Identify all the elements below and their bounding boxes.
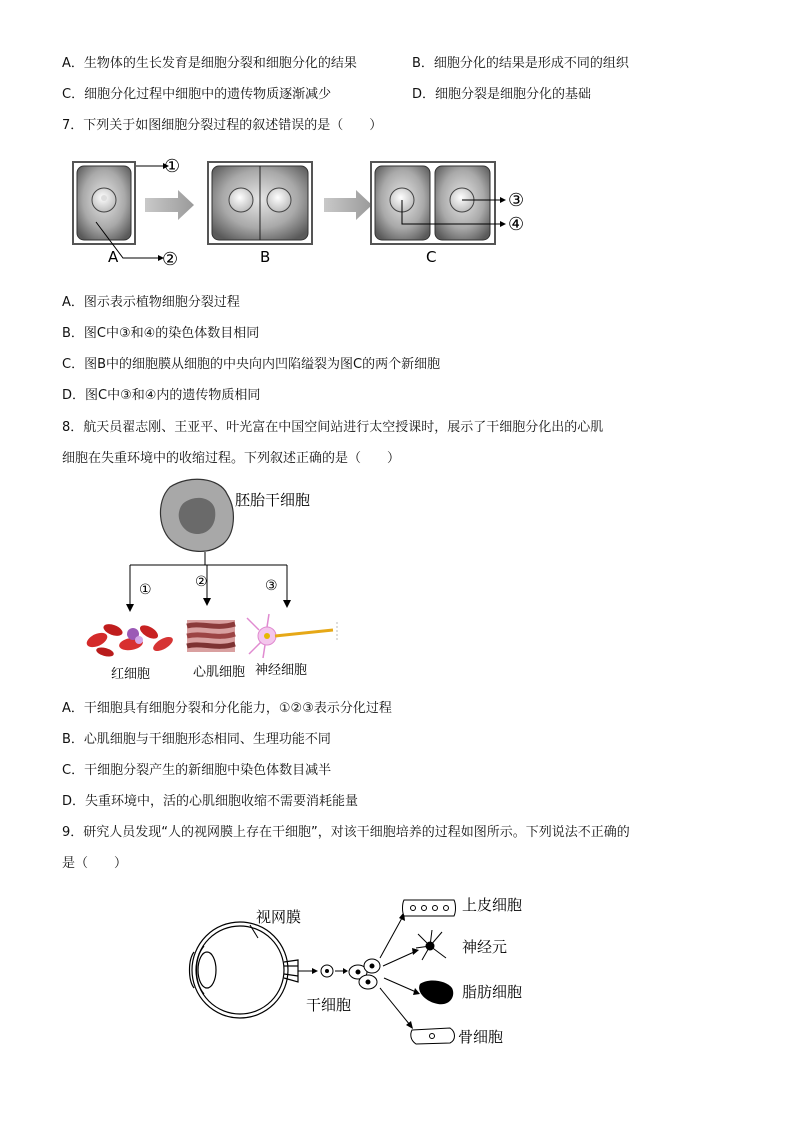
- neuron-image: [247, 614, 337, 658]
- q6-option-b: B．细胞分化的结果是形成不同的组织: [412, 56, 629, 71]
- q8-option-d: D．失重环境中，活的心肌细胞收缩不需要消耗能量: [62, 794, 359, 809]
- q7-option-c: C．图B中的细胞膜从细胞的中央向内凹陷缢裂为图C的两个新细胞: [62, 357, 441, 372]
- pointer-label-3: ③: [508, 190, 525, 211]
- target-label-bone: 骨细胞: [458, 1028, 504, 1046]
- cell-c-label: C: [426, 248, 437, 266]
- q9-stem-line-2: 是（ ）: [62, 856, 128, 871]
- q6-option-d: D．细胞分裂是细胞分化的基础: [412, 87, 592, 102]
- cell-division-figure: [60, 148, 550, 276]
- stem-cell-label-q9: 干细胞: [306, 996, 352, 1014]
- cell-a: [73, 162, 135, 244]
- target-label-fat: 脂肪细胞: [462, 983, 523, 1001]
- q6-option-a: A．生物体的生长发育是细胞分裂和细胞分化的结果: [62, 56, 357, 71]
- cardiac-muscle-cells-image: [187, 620, 235, 652]
- target-label-red-blood-cell: 红细胞: [111, 667, 151, 682]
- red-blood-cells-image: [84, 622, 175, 658]
- neuron-q9-image: [416, 930, 446, 960]
- q9-stem-line-1: 9．研究人员发现“人的视网膜上存在干细胞”，对该干细胞培养的过程如图所示。下列说法不正确的: [62, 825, 630, 840]
- cell-c: [371, 162, 495, 244]
- target-label-epithelial: 上皮细胞: [462, 896, 523, 914]
- target-label-neuron: 神经细胞: [255, 663, 308, 678]
- q7-option-b: B．图C中③和④的染色体数目相同: [62, 326, 260, 341]
- cell-b-label: B: [260, 248, 271, 266]
- q6-option-c: C．细胞分化过程中细胞中的遗传物质逐渐减少: [62, 87, 332, 102]
- stem-cell-label: 胚胎干细胞: [235, 491, 311, 509]
- arrow-b-to-c: [324, 190, 372, 220]
- stem-cell-cluster: [349, 959, 380, 989]
- eye-diagram: [190, 922, 299, 1018]
- branch-label-1: ①: [139, 582, 152, 598]
- branch-label-2: ②: [195, 574, 208, 590]
- target-label-neuron-q9: 神经元: [462, 938, 508, 956]
- pointer-label-2: ②: [162, 249, 179, 270]
- q7-stem: 7．下列关于如图细胞分裂过程的叙述错误的是（ ）: [62, 118, 383, 133]
- q7-option-a: A．图示表示植物细胞分裂过程: [62, 295, 240, 310]
- cell-b: [208, 162, 312, 244]
- q8-stem-line-1: 8．航天员翟志刚、王亚平、叶光富在中国空间站进行太空授课时，展示了干细胞分化出的心肌: [62, 420, 604, 435]
- branch-label-3: ③: [265, 578, 278, 594]
- arrow-a-to-b: [145, 190, 194, 220]
- q7-option-d: D．图C中③和④内的遗传物质相同: [62, 388, 261, 403]
- retina-label: 视网膜: [256, 908, 302, 926]
- pointer-label-1: ①: [164, 156, 181, 177]
- cell-a-label: A: [108, 248, 119, 266]
- retina-stem-cell-figure: [180, 880, 540, 1055]
- q8-stem-line-2: 细胞在失重环境中的收缩过程。下列叙述正确的是（ ）: [62, 451, 401, 466]
- bone-cell-image: [411, 1028, 455, 1044]
- stem-cell-differentiation-figure: [75, 472, 375, 687]
- pointer-label-4: ④: [508, 214, 525, 235]
- q8-option-b: B．心肌细胞与干细胞形态相同、生理功能不同: [62, 732, 331, 747]
- q8-option-a: A．干细胞具有细胞分裂和分化能力，①②③表示分化过程: [62, 701, 392, 716]
- epithelial-cells-image: [403, 900, 456, 916]
- target-label-cardiac-cell: 心肌细胞: [193, 665, 246, 680]
- fat-cell-image: [419, 981, 453, 1005]
- q8-option-c: C．干细胞分裂产生的新细胞中染色体数目减半: [62, 763, 332, 778]
